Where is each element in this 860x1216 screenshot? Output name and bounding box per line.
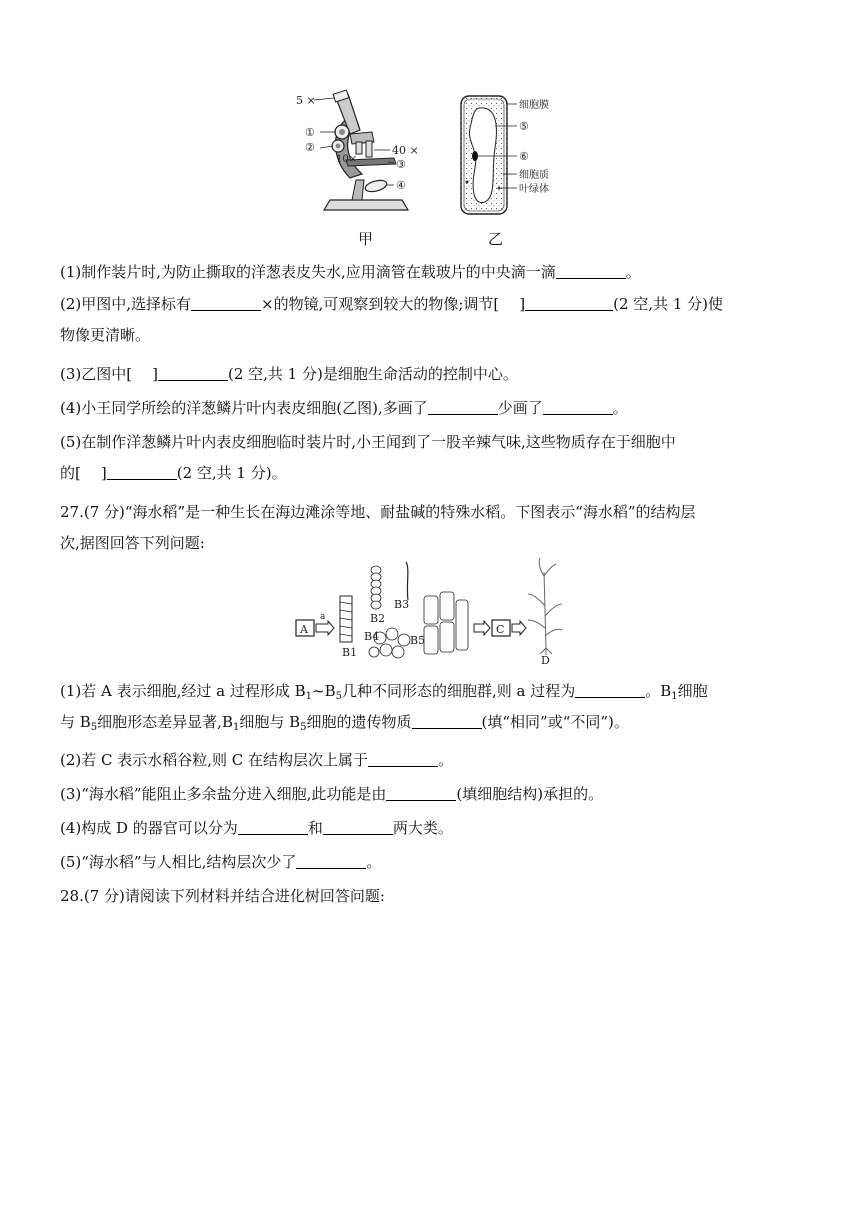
cell-membrane-label: 细胞膜 [519,100,549,111]
q26-item-1: (1)制作装片时,为防止撕取的洋葱表皮失水,应用滴管在载玻片的中央滴一滴 。 [60,263,641,281]
q26-item-2: (2)甲图中,选择标有 ×的物镜,可观察到较大的物像;调节[ ] (2 空,共 1 分)使 物像更清晰。 [60,295,724,344]
answer-blank[interactable] [543,399,613,415]
label-B1: B1 [342,646,358,659]
q26-item-3: (3)乙图中[ ] (2 空,共 1 分)是细胞生命活动的控制中心。 [60,365,518,383]
label-a: a [320,612,326,622]
answer-blank[interactable] [575,682,645,698]
microscope-figure [290,88,440,218]
label-1: ① [305,126,315,139]
q27-item-5: (5)“海水稻”与人相比,结构层次少了 。 [60,853,382,871]
answer-blank[interactable] [386,785,456,801]
answer-blank[interactable] [158,365,228,381]
q27-item-4: (4)构成 D 的器官可以分为 和 两大类。 [60,819,453,837]
q27-item-3: (3)“海水稻”能阻止多余盐分进入细胞,此功能是由 (填细胞结构)承担的。 [60,785,604,803]
label-4: ④ [396,179,406,192]
answer-blank[interactable] [323,819,393,835]
q26-item-5: (5)在制作洋葱鳞片叶内表皮细胞临时装片时,小王闻到了一股辛辣气味,这些物质存在于细胞中 的[ ] (2 空,共 1 分)。 [60,433,676,482]
q27-item-2: (2)若 C 表示水稻谷粒,则 C 在结构层次上属于 。 [60,751,454,769]
answer-blank[interactable] [428,399,498,415]
label-B3: B3 [394,598,410,611]
answer-blank[interactable] [107,464,177,480]
answer-blank[interactable] [238,819,308,835]
q28-intro: 28.(7 分)请阅读下列材料并结合进化树回答问题: [60,887,385,905]
objective-10x-label: 10× [336,154,358,165]
answer-blank[interactable] [525,295,613,311]
answer-blank[interactable] [191,295,261,311]
label-3: ③ [396,158,406,171]
caption-yi: 乙 [488,230,504,248]
answer-blank[interactable] [556,263,626,279]
cytoplasm-label: 细胞质 [519,170,549,181]
label-6: ⑥ [519,150,529,163]
chloroplast-label: 叶绿体 [519,184,549,195]
answer-blank[interactable] [296,853,366,869]
answer-blank[interactable] [368,751,438,767]
q27-intro: 27.(7 分)“海水稻”是一种生长在海边滩涂等地、耐盐碱的特殊水稻。下图表示“海水稻”的结构层 次,据图回答下列问题: [60,503,696,552]
label-B5: B5 [410,634,426,647]
caption-jia: 甲 [358,230,374,248]
label-A: A [300,623,308,636]
eyepiece-label: 5 × [296,94,316,107]
onion-cell-figure [455,92,575,220]
label-B2: B2 [370,612,386,625]
q26-item-4: (4)小王同学所绘的洋葱鳞片叶内表皮细胞(乙图),多画了 少画了 。 [60,399,628,417]
objective-40x-label: 40 × [392,144,419,157]
q27-item-1: (1)若 A 表示细胞,经过 a 过程形成 $B_1\sim B_5$几种不同形态的细胞群,则 a 过程为 。$B_1$细胞 与 $B_5$细胞形态差异显著$,B_1$细胞与 $B_5$细胞的遗传物质 (填“相同”或“不同”)。 [60,682,708,733]
label-5: ⑤ [519,120,529,133]
label-D: D [541,654,550,666]
answer-blank[interactable] [412,713,482,729]
label-B4: B4 [364,630,380,643]
rice-hierarchy-figure [294,556,564,666]
label-2: ② [305,141,315,154]
label-C: C [496,623,505,636]
